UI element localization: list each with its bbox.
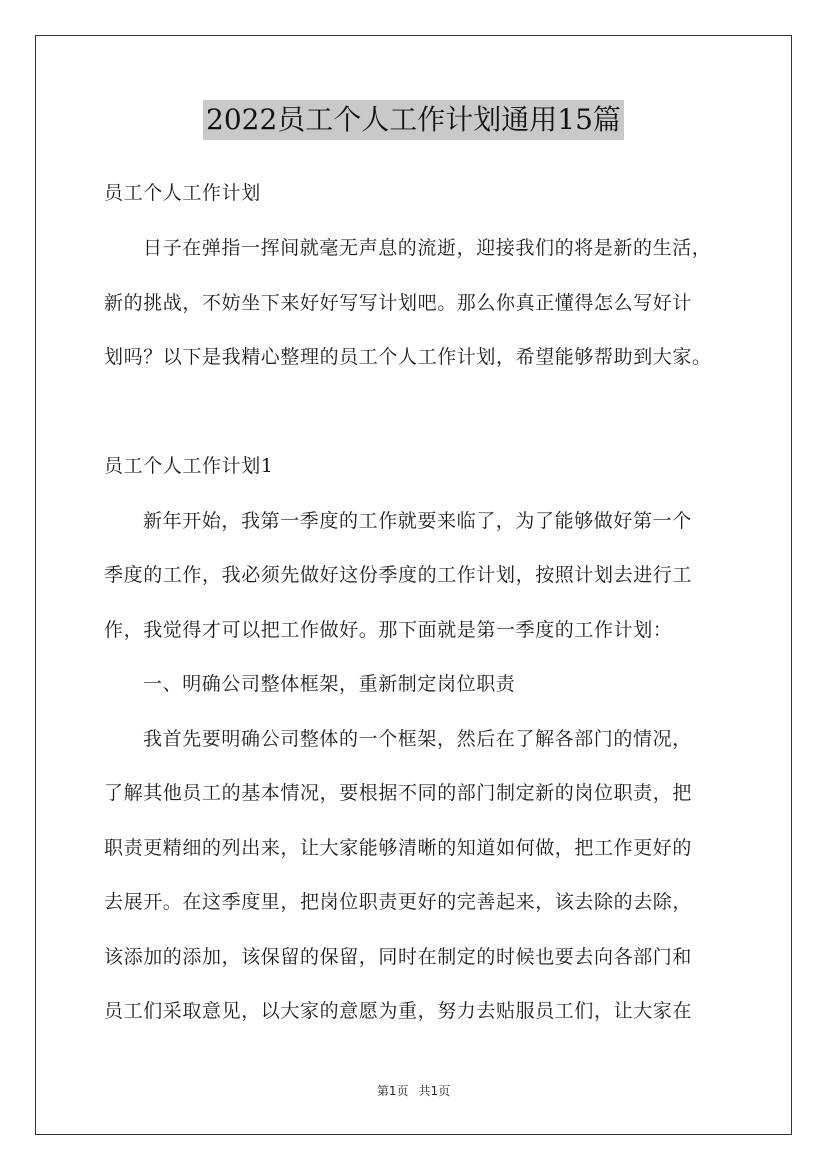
title-container bbox=[0, 100, 827, 140]
paragraph-line: 季度的工作，我必须先做好这份季度的工作计划，按照计划去进行工 bbox=[104, 564, 693, 586]
subsection-heading: 一、明确公司整体框架，重新制定岗位职责 bbox=[143, 673, 516, 695]
section-heading: 员工个人工作计划1 bbox=[104, 455, 274, 477]
page-number: 第1页 bbox=[376, 1084, 409, 1098]
page-footer bbox=[0, 1083, 827, 1099]
page-total: 共1页 bbox=[418, 1084, 451, 1098]
paragraph-line: 新年开始，我第一季度的工作就要来临了，为了能够做好第一个 bbox=[143, 510, 692, 532]
paragraph-line: 职责更精细的列出来，让大家能够清晰的知道如何做，把工作更好的 bbox=[104, 837, 693, 859]
paragraph-line: 日子在弹指一挥间就毫无声息的流逝，迎接我们的将是新的生活， bbox=[143, 237, 712, 259]
paragraph-line: 作，我觉得才可以把工作做好。那下面就是第一季度的工作计划： bbox=[104, 619, 673, 641]
paragraph-line: 新的挑战，不妨坐下来好好写写计划吧。那么你真正懂得怎么写好计 bbox=[104, 292, 693, 314]
paragraph-line: 去展开。在这季度里，把岗位职责更好的完善起来，该去除的去除， bbox=[104, 891, 693, 913]
paragraph-line: 我首先要明确公司整体的一个框架，然后在了解各部门的情况， bbox=[143, 728, 692, 750]
paragraph-line: 了解其他员工的基本情况，要根据不同的部门制定新的岗位职责，把 bbox=[104, 782, 693, 804]
document-title: 2022员工个人工作计划通用15篇 bbox=[203, 100, 624, 140]
paragraph-line: 划吗？以下是我精心整理的员工个人工作计划，希望能够帮助到大家。 bbox=[104, 346, 712, 368]
paragraph-line: 员工们采取意见，以大家的意愿为重，努力去贴服员工们，让大家在 bbox=[104, 1000, 693, 1022]
section-heading: 员工个人工作计划 bbox=[104, 182, 261, 204]
paragraph-line: 该添加的添加，该保留的保留，同时在制定的时候也要去向各部门和 bbox=[104, 946, 693, 968]
